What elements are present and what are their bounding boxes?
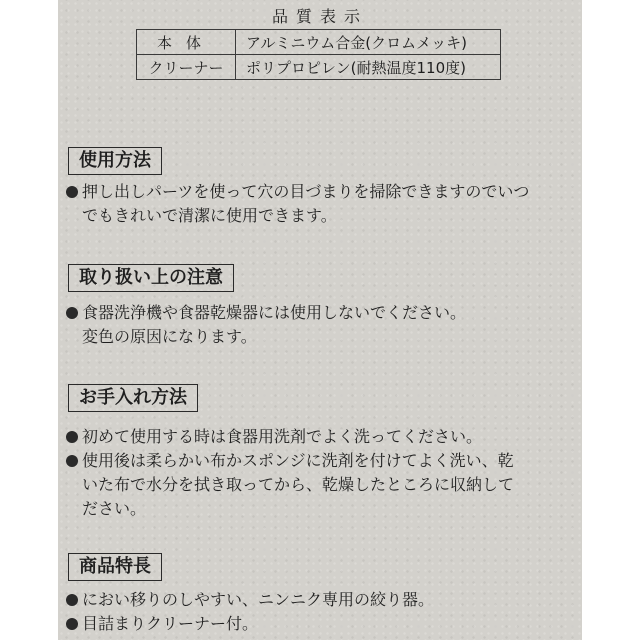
material-key: クリーナー: [137, 55, 236, 80]
bullet-icon: [66, 186, 78, 198]
quality-label-table: [136, 29, 501, 80]
list-item: [66, 612, 578, 636]
section-heading-caution: 取り扱い上の注意: [68, 264, 234, 292]
section-heading-features: 商品特長: [68, 553, 162, 581]
list-item: [66, 425, 578, 449]
text-line: 変色の原因になります。: [82, 327, 257, 346]
text-line: 使用後は柔らかい布かスポンジに洗剤を付けてよく洗い、乾: [82, 451, 514, 470]
list-item: [66, 301, 578, 349]
list-item: [66, 180, 578, 228]
section-heading-usage: 使用方法: [68, 147, 162, 175]
quality-label-title: 品質表示: [271, 7, 368, 26]
section-heading-care: お手入れ方法: [68, 384, 198, 412]
bullet-icon: [66, 455, 78, 467]
text-line: 目詰まりクリーナー付。: [82, 614, 259, 633]
section-body-usage: [66, 180, 578, 228]
text-line: 初めて使用する時は食器用洗剤でよく洗ってください。: [82, 427, 483, 446]
text-line: ださい。: [82, 499, 147, 518]
bullet-icon: [66, 618, 78, 630]
material-value: アルミニウム合金(クロムメッキ): [236, 30, 501, 55]
table-row: [137, 55, 501, 80]
bullet-icon: [66, 594, 78, 606]
text-line: でもきれいで清潔に使用できます。: [82, 206, 337, 225]
text-line: 押し出しパーツを使って穴の目づまりを掃除できますのでいつ: [82, 182, 530, 201]
product-info-card: [58, 0, 582, 640]
material-key: 本体: [137, 30, 236, 55]
section-body-care: [66, 425, 578, 521]
text-line: いた布で水分を拭き取ってから、乾燥したところに収納して: [82, 475, 515, 494]
text-line: 食器洗浄機や食器乾燥器には使用しないでください。: [82, 303, 467, 322]
material-value: ポリプロピレン(耐熱温度110度): [236, 55, 501, 80]
list-item: [66, 449, 578, 521]
list-item: [66, 588, 578, 612]
bullet-icon: [66, 431, 78, 443]
text-line: におい移りのしやすい、ニンニク専用の絞り器。: [82, 590, 435, 609]
bullet-icon: [66, 307, 78, 319]
section-body-caution: [66, 301, 578, 349]
table-row: [137, 30, 501, 55]
section-body-features: [66, 588, 578, 636]
